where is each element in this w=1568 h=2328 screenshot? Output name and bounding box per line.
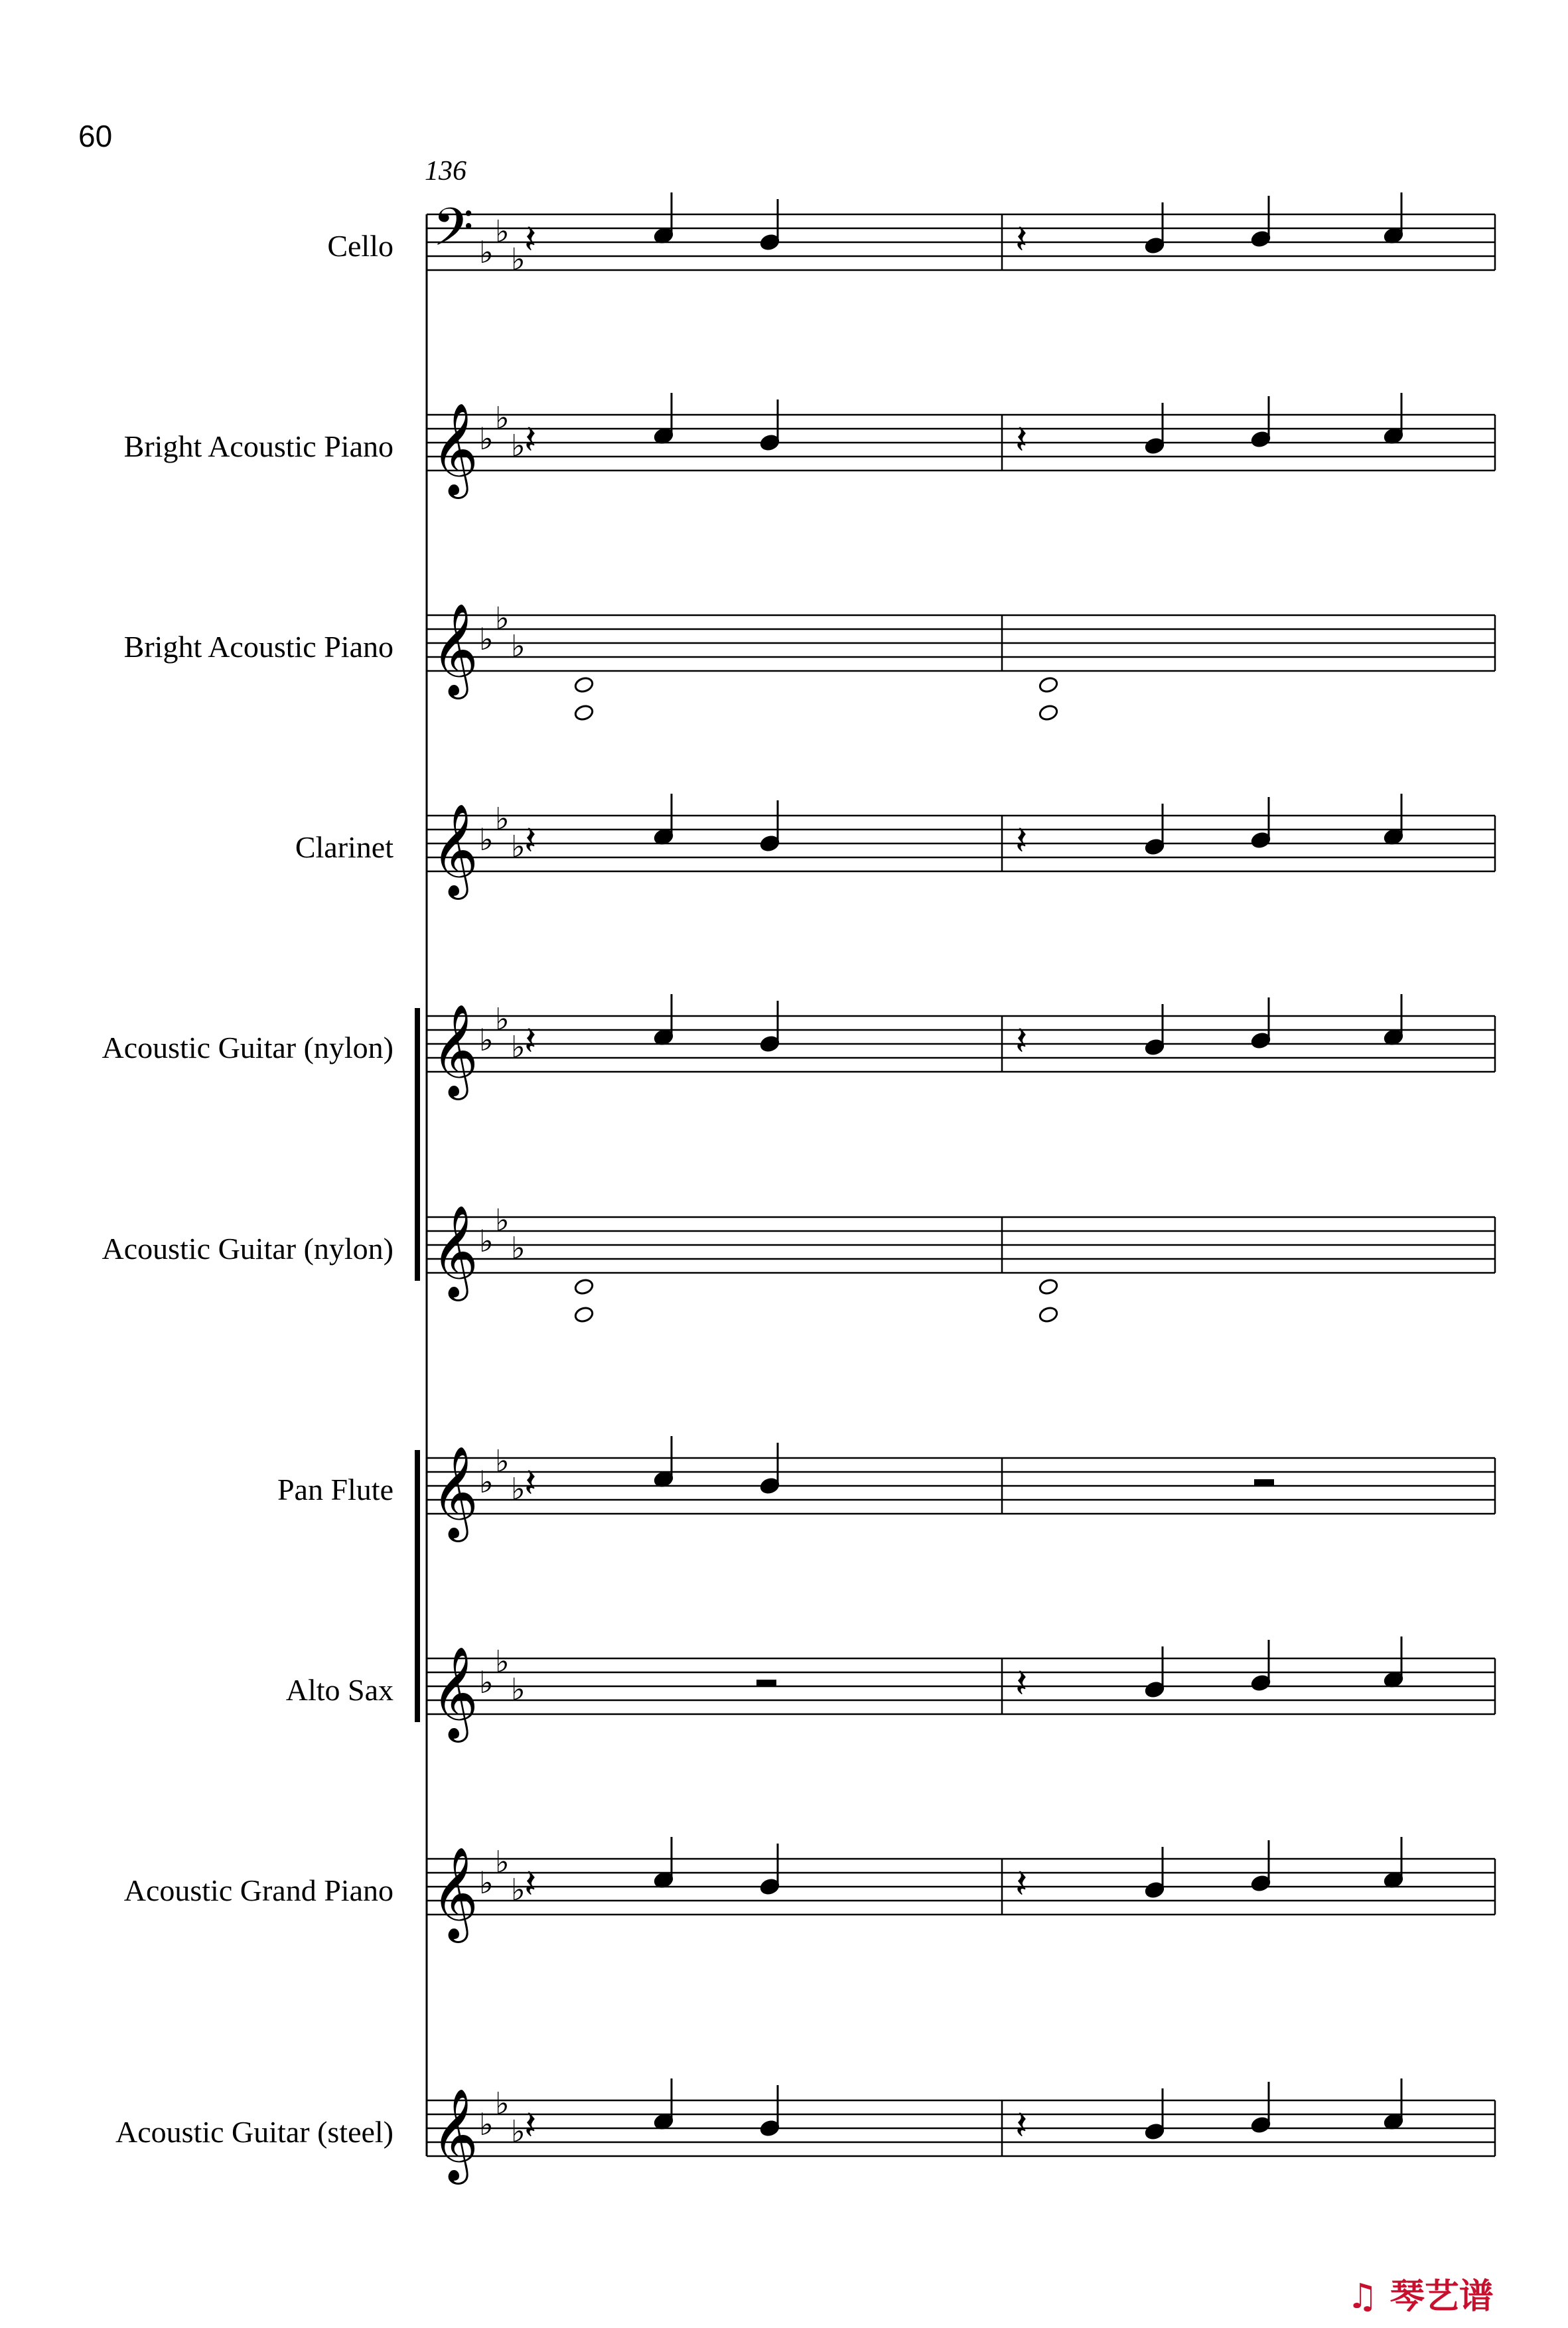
- quarter-rest-icon: 𝄽: [524, 216, 537, 263]
- staff-label-nylon-guitar-2: Acoustic Guitar (nylon): [102, 1232, 393, 1266]
- flat-icon: ♭: [479, 2106, 494, 2142]
- flat-icon: ♭: [495, 400, 510, 436]
- whole-note: [1038, 1278, 1059, 1296]
- treble-clef-icon: 𝄞: [431, 1446, 478, 1538]
- flat-icon: ♭: [511, 1029, 526, 1065]
- quarter-rest-icon: 𝄽: [1015, 216, 1028, 263]
- quarter-rest-icon: 𝄽: [1015, 417, 1028, 463]
- staff-label-alto-sax: Alto Sax: [285, 1673, 393, 1707]
- staff-label-clarinet: Clarinet: [295, 830, 393, 864]
- flat-icon: ♭: [511, 628, 526, 664]
- flat-icon: ♭: [479, 1022, 494, 1058]
- whole-rest-icon: [756, 1680, 776, 1686]
- flat-icon: ♭: [511, 1671, 526, 1708]
- staff-label-bright-piano-1: Bright Acoustic Piano: [123, 429, 393, 463]
- quarter-rest-icon: 𝄽: [1015, 2102, 1028, 2149]
- staff-label-cello: Cello: [327, 229, 393, 263]
- music-note-logo-icon: ♫: [1347, 2277, 1378, 2317]
- quarter-rest-icon: 𝄽: [524, 818, 537, 864]
- page-number: 60: [78, 119, 113, 153]
- watermark-logo: [1347, 2268, 1494, 2318]
- treble-clef-icon: 𝄞: [431, 2088, 478, 2181]
- bass-clef-icon: 𝄢: [433, 196, 474, 271]
- flat-icon: ♭: [511, 241, 526, 277]
- flat-icon: ♭: [479, 421, 494, 457]
- flat-icon: ♭: [479, 1464, 494, 1500]
- flat-icon: ♭: [479, 1223, 494, 1259]
- flat-icon: ♭: [495, 213, 510, 250]
- whole-note: [574, 704, 595, 722]
- treble-clef-icon: 𝄞: [431, 403, 478, 495]
- staff-label-nylon-guitar-1: Acoustic Guitar (nylon): [102, 1031, 393, 1064]
- quarter-rest-icon: 𝄽: [524, 1018, 537, 1064]
- flat-icon: ♭: [479, 621, 494, 657]
- whole-note: [1038, 1306, 1059, 1324]
- treble-clef-icon: 𝄞: [431, 1847, 478, 1939]
- flat-icon: ♭: [511, 828, 526, 865]
- staff-label-grand-piano: Acoustic Grand Piano: [123, 1873, 393, 1907]
- staff-label-pan-flute: Pan Flute: [277, 1473, 393, 1506]
- quarter-rest-icon: 𝄽: [1015, 1018, 1028, 1064]
- quarter-rest-icon: 𝄽: [1015, 818, 1028, 864]
- whole-rest-icon: [1254, 1479, 1274, 1486]
- flat-icon: ♭: [495, 1443, 510, 1479]
- quarter-rest-icon: 𝄽: [1015, 1660, 1028, 1707]
- flat-icon: ♭: [495, 1202, 510, 1238]
- whole-note: [1038, 704, 1059, 722]
- treble-clef-icon: 𝄞: [431, 1646, 478, 1739]
- flat-icon: ♭: [511, 1871, 526, 1908]
- quarter-rest-icon: 𝄽: [524, 2102, 537, 2149]
- flat-icon: ♭: [511, 2113, 526, 2149]
- flat-icon: ♭: [495, 800, 510, 837]
- flat-icon: ♭: [495, 1001, 510, 1037]
- treble-clef-icon: 𝄞: [431, 1004, 478, 1096]
- flat-icon: ♭: [479, 1865, 494, 1901]
- treble-clef-icon: 𝄞: [431, 603, 478, 695]
- quarter-rest-icon: 𝄽: [1015, 1861, 1028, 1907]
- whole-note: [574, 1306, 595, 1324]
- measure-number: 136: [425, 156, 466, 186]
- flat-icon: ♭: [495, 2085, 510, 2122]
- watermark-text: 琴艺谱: [1390, 2277, 1494, 2317]
- whole-note: [574, 676, 595, 694]
- flat-icon: ♭: [511, 1471, 526, 1507]
- flat-icon: ♭: [495, 1844, 510, 1880]
- quarter-rest-icon: 𝄽: [524, 417, 537, 463]
- whole-note: [1038, 676, 1059, 694]
- flat-icon: ♭: [479, 234, 494, 270]
- flat-icon: ♭: [479, 1664, 494, 1700]
- flat-icon: ♭: [495, 1643, 510, 1680]
- flat-icon: ♭: [479, 822, 494, 857]
- quarter-rest-icon: 𝄽: [524, 1460, 537, 1506]
- treble-clef-icon: 𝄞: [431, 804, 478, 896]
- flat-icon: ♭: [511, 427, 526, 464]
- staff-label-bright-piano-2: Bright Acoustic Piano: [123, 630, 393, 664]
- flat-icon: ♭: [511, 1230, 526, 1266]
- staff-label-steel-guitar: Acoustic Guitar (steel): [115, 2115, 393, 2149]
- flat-icon: ♭: [495, 600, 510, 636]
- treble-clef-icon: 𝄞: [431, 1205, 478, 1297]
- quarter-rest-icon: 𝄽: [524, 1861, 537, 1907]
- whole-note: [574, 1278, 595, 1296]
